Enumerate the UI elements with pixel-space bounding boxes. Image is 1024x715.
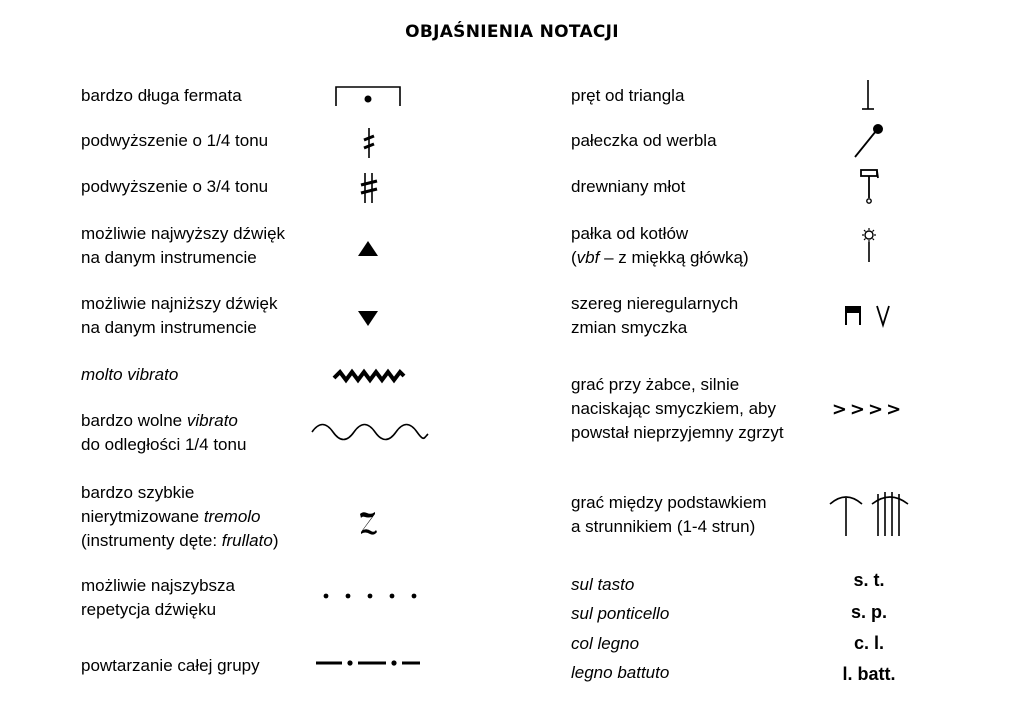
bow-change-icon [842, 303, 894, 329]
z-tremolo-icon [357, 509, 379, 537]
label-frog-l3: powstał nieprzyjemny zgrzyt [571, 423, 784, 442]
label-three-quarter-sharp: podwyższenie o 3/4 tonu [81, 177, 269, 196]
label-repetition-l1: możliwie najszybsza [81, 576, 235, 595]
snare-stick-icon [852, 121, 886, 159]
hammer-icon [858, 168, 880, 206]
label-bridge-l1: grać między podstawkiem [571, 493, 767, 512]
abbr-legno-battuto: l. batt. [842, 664, 896, 684]
wave-icon [310, 420, 430, 442]
label-tremolo-l3: (instrumenty dęte: frullato) [81, 531, 279, 550]
label-lowest-l1: możliwie najniższy dźwięk [81, 294, 278, 313]
label-group-repeat: powtarzanie całej grupy [81, 656, 260, 675]
abbr-col-legno: c. l. [853, 633, 884, 653]
label-frog-l2: naciskając smyczkiem, aby [571, 399, 777, 418]
label-slow-vibrato-l1: bardzo wolne vibrato [81, 411, 238, 430]
label-sul-tasto: sul tasto [571, 575, 635, 594]
bridge-strings-icon [828, 488, 912, 538]
label-wooden-hammer: drewniany młot [571, 177, 686, 196]
label-quarter-sharp: podwyższenie o 1/4 tonu [81, 131, 269, 150]
zigzag-icon [332, 368, 406, 384]
label-repetition-l2: repetycja dźwięku [81, 600, 217, 619]
label-legno-battuto: legno battuto [571, 663, 670, 682]
accent-signs-icon: >>>> [831, 399, 905, 420]
label-fermata: bardzo długa fermata [81, 86, 242, 105]
label-tremolo-l1: bardzo szybkie [81, 483, 195, 502]
timpani-mallet-icon [858, 226, 880, 264]
label-tremolo-l2: nierytmizowane tremolo [81, 507, 261, 526]
page-title: OBJAŚNIENIA NOTACJI [405, 22, 619, 42]
label-timpani-l2: (vbf – z miękką główką) [571, 248, 749, 267]
label-timpani-l1: pałka od kotłów [571, 224, 689, 243]
abbr-sul-tasto: s. t. [853, 570, 885, 590]
label-highest-l2: na danym instrumencie [81, 248, 257, 267]
label-lowest-l2: na danym instrumencie [81, 318, 257, 337]
label-bowing-l1: szereg nieregularnych [571, 294, 739, 313]
label-sul-ponticello: sul ponticello [571, 604, 670, 623]
label-col-legno: col legno [571, 634, 640, 653]
label-frog-l1: grać przy żabce, silnie [571, 375, 740, 394]
dots-icon [320, 590, 420, 602]
dash-dot-line-icon [314, 656, 422, 670]
triangle-rod-icon [860, 78, 876, 112]
label-molto-vibrato: molto vibrato [81, 365, 179, 384]
label-snare-stick: pałeczka od werbla [571, 131, 717, 150]
three-quarter-sharp-icon [359, 171, 379, 205]
quarter-sharp-icon [361, 126, 377, 160]
abbr-sul-ponticello: s. p. [850, 602, 887, 622]
triangle-down-icon [357, 309, 379, 327]
long-fermata-icon [334, 84, 404, 108]
label-bridge-l2: a strunnikiem (1-4 strun) [571, 517, 756, 536]
label-triangle-rod: pręt od triangla [571, 86, 685, 105]
triangle-up-icon [357, 240, 379, 258]
label-highest-l1: możliwie najwyższy dźwięk [81, 224, 286, 243]
label-bowing-l2: zmian smyczka [571, 318, 688, 337]
label-slow-vibrato-l2: do odległości 1/4 tonu [81, 435, 247, 454]
